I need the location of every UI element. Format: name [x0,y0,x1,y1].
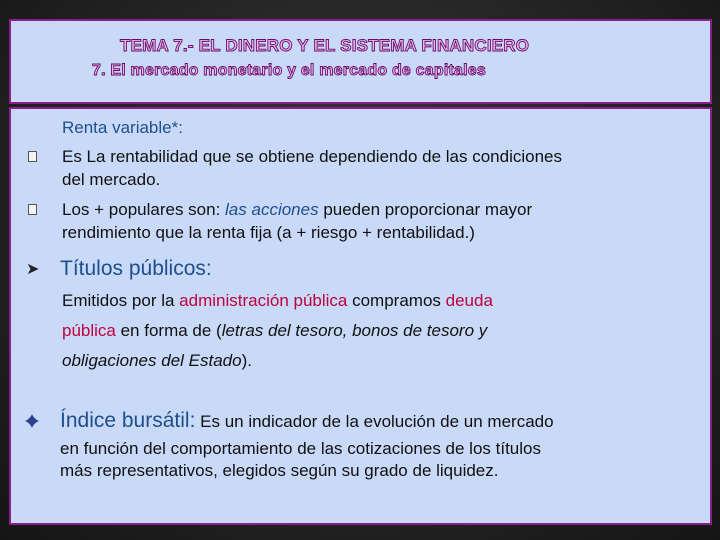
indice-line1 [60,410,554,433]
titulos-line1 [62,290,493,312]
slide-subtitle: 7. El mercado monetario y el mercado de capitales [92,62,486,79]
bullet2-pre: Los + populares son: [62,200,226,219]
titulos-publicos-heading: Títulos públicos: [60,257,212,280]
titulos-line3-post: ). [241,351,252,370]
titulos-line2 [62,320,487,342]
titulos-line1-red: administración pública [179,291,348,310]
renta-variable-bullet1-line2: del mercado. [62,170,161,189]
titulos-line3-italic: obligaciones del Estado [62,351,242,370]
square-bullet-icon [28,151,37,162]
diamond-bullet-icon [24,413,40,429]
indice-heading: Índice bursátil: [60,409,196,432]
titulos-line1-mid: compramos [347,291,446,310]
titulos-line2-red: pública [62,321,116,340]
indice-line2: en función del comportamiento de las cotizaciones de los títulos [60,439,541,458]
renta-variable-bullet2-line2: rendimiento que la renta fija (a + riesgo + rentabilidad.) [62,223,475,242]
slide-title: TEMA 7.- EL DINERO Y EL SISTEMA FINANCIERO [120,36,530,55]
titulos-line2-italic: letras del tesoro, bonos de tesoro y [221,321,488,340]
renta-variable-heading: Renta variable*: [62,118,183,137]
arrow-bullet-icon: ➤ [26,261,40,278]
bullet2-highlight: las acciones [225,200,319,219]
bullet2-post: pueden proporcionar mayor [318,200,533,219]
renta-variable-bullet1-line1: Es La rentabilidad que se obtiene dependiendo de las condiciones [62,147,562,166]
titulos-line2-mid: en forma de ( [115,321,222,340]
indice-line3: más representativos, elegidos según su grado de liquidez. [60,461,499,480]
square-bullet-icon [28,204,37,215]
indice-line1-text: Es un indicador de la evolución de un mercado [195,412,554,431]
titulos-line1-pre: Emitidos por la [62,291,180,310]
renta-variable-bullet2-line1 [62,199,532,221]
titulos-line1-red2: deuda [445,291,493,310]
titulos-line3 [62,350,252,372]
